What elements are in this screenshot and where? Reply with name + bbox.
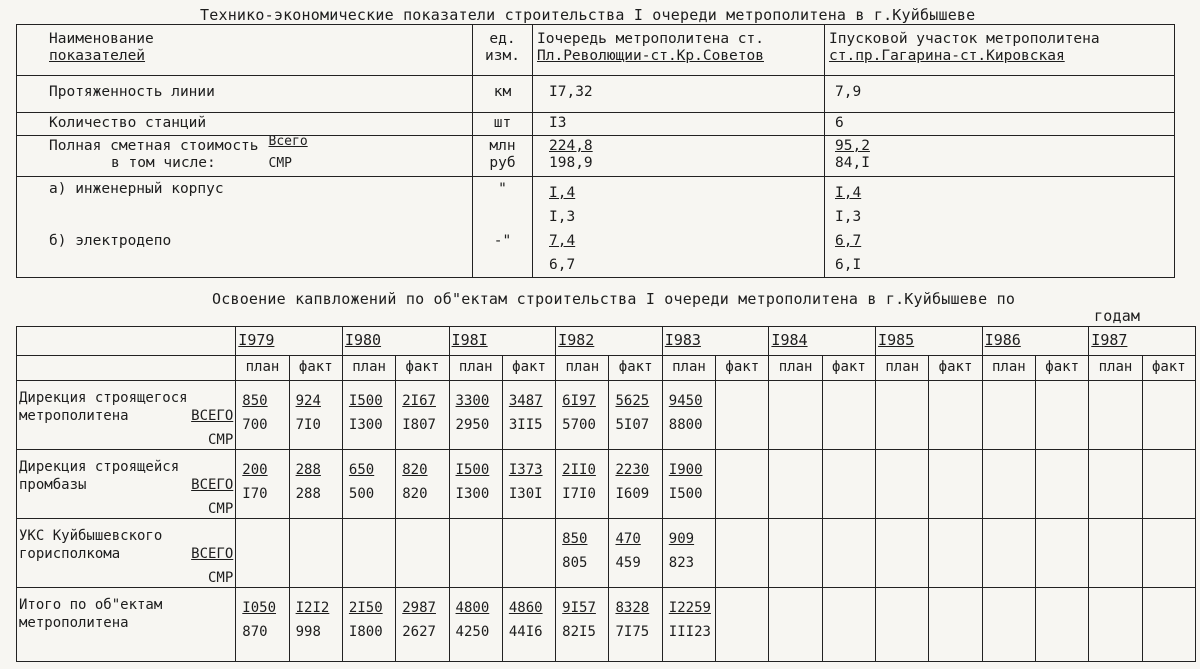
header-col2-line2: ст.пр.Гагарина-ст.Кировская bbox=[829, 48, 1065, 64]
row-unit: км bbox=[473, 76, 533, 113]
value-smr: 7I75 bbox=[615, 624, 650, 640]
empty-cell bbox=[1035, 588, 1088, 662]
value-smr: 823 bbox=[668, 555, 695, 571]
empty-cell bbox=[982, 450, 1035, 519]
empty-cell bbox=[1089, 381, 1142, 450]
empty-cell bbox=[1089, 519, 1142, 588]
value-cell bbox=[609, 381, 662, 450]
plan-fact-row bbox=[17, 356, 1196, 381]
value-smr: 805 bbox=[562, 555, 588, 571]
empty-cell bbox=[929, 381, 982, 450]
year-label: I986 bbox=[984, 331, 1021, 349]
row-label-line1: Дирекция строящейся bbox=[19, 459, 180, 475]
value-total: I500 bbox=[455, 462, 490, 478]
value-total: 3300 bbox=[455, 393, 490, 409]
row-value2: 6 bbox=[825, 113, 1175, 136]
empty-cell bbox=[822, 381, 875, 450]
year-header bbox=[342, 327, 449, 356]
row-label-line2-wrap bbox=[19, 407, 233, 425]
value-smr: 288 bbox=[295, 486, 321, 502]
header-name bbox=[17, 25, 473, 76]
empty-cell bbox=[769, 381, 822, 450]
empty-cell bbox=[1142, 588, 1195, 662]
value-cell bbox=[396, 381, 449, 450]
depot-value1-total: 7,4 bbox=[549, 233, 576, 249]
year-header-row bbox=[17, 327, 1196, 356]
investment-row bbox=[17, 381, 1196, 450]
plan-header: план bbox=[769, 356, 822, 381]
value-cell bbox=[289, 519, 342, 588]
value-cell bbox=[289, 450, 342, 519]
value2-smr: 84,I bbox=[835, 155, 870, 171]
empty-cell bbox=[769, 450, 822, 519]
eng-value1-total: I,4 bbox=[549, 185, 576, 201]
value-cell bbox=[502, 450, 555, 519]
value-total: 9450 bbox=[668, 393, 703, 409]
fact-header: факт bbox=[716, 356, 769, 381]
row-label-line2-wrap bbox=[19, 476, 233, 494]
value-total: 850 bbox=[242, 393, 268, 409]
empty-cell bbox=[929, 519, 982, 588]
plan-header: план bbox=[449, 356, 502, 381]
row-value1 bbox=[533, 177, 825, 278]
year-label: I98I bbox=[451, 331, 488, 349]
table1-row-stations bbox=[17, 113, 1175, 136]
empty-cell bbox=[876, 450, 929, 519]
value-cell bbox=[662, 588, 715, 662]
value-cell bbox=[662, 450, 715, 519]
plan-header: план bbox=[982, 356, 1035, 381]
cost-label-line2: в том числе: bbox=[111, 155, 216, 171]
fact-header: факт bbox=[396, 356, 449, 381]
empty-cell bbox=[876, 519, 929, 588]
fact-header: факт bbox=[609, 356, 662, 381]
value-smr: I7I0 bbox=[562, 486, 596, 502]
empty-cell bbox=[1089, 450, 1142, 519]
empty-cell bbox=[1035, 381, 1088, 450]
plan-header: план bbox=[662, 356, 715, 381]
value-total bbox=[296, 527, 340, 551]
plan-header: план bbox=[556, 356, 609, 381]
cost-total-label: Всего bbox=[268, 135, 308, 149]
eng-value2-total: I,4 bbox=[835, 185, 862, 201]
value-cell bbox=[236, 519, 289, 588]
value-smr: 700 bbox=[242, 417, 268, 433]
value-smr: 5700 bbox=[562, 417, 596, 433]
value-total: I2259 bbox=[668, 600, 711, 616]
value-cell bbox=[556, 381, 609, 450]
value-total: 3487 bbox=[508, 393, 543, 409]
value-total: 5625 bbox=[615, 393, 650, 409]
value-total: 200 bbox=[242, 462, 268, 478]
value-cell bbox=[502, 588, 555, 662]
row-name: Количество станций bbox=[17, 113, 473, 136]
value-cell bbox=[662, 519, 715, 588]
value-smr: I300 bbox=[455, 486, 490, 502]
value-smr bbox=[296, 551, 340, 575]
value-total bbox=[242, 527, 286, 551]
depot-value1-smr: 6,7 bbox=[549, 257, 576, 273]
value-cell bbox=[236, 381, 289, 450]
value-smr: I800 bbox=[348, 624, 383, 640]
row-total-tag: ВСЕГО bbox=[191, 546, 234, 562]
value-total: 2II0 bbox=[562, 462, 596, 478]
fact-header: факт bbox=[1035, 356, 1088, 381]
empty-cell bbox=[716, 381, 769, 450]
value-total: 820 bbox=[402, 462, 428, 478]
fact-header: факт bbox=[929, 356, 982, 381]
year-header bbox=[449, 327, 556, 356]
value-cell bbox=[236, 588, 289, 662]
table1-row-breakdown bbox=[17, 177, 1175, 278]
value-total: 4800 bbox=[455, 600, 490, 616]
table2-title-continued: годам bbox=[1094, 307, 1141, 325]
row-unit bbox=[473, 177, 533, 278]
row-smr-tag: СМР bbox=[208, 570, 234, 586]
fact-header: факт bbox=[289, 356, 342, 381]
header-col1-line1: Iочередь метрополитена ст. bbox=[537, 31, 764, 47]
year-label: I979 bbox=[238, 331, 275, 349]
value-smr: 3II5 bbox=[508, 417, 543, 433]
row-value1 bbox=[533, 136, 825, 177]
year-label: I982 bbox=[558, 331, 595, 349]
depot-value2-smr: 6,I bbox=[835, 257, 862, 273]
value-total: I900 bbox=[668, 462, 703, 478]
year-label: I987 bbox=[1091, 331, 1128, 349]
value-smr: 2950 bbox=[455, 417, 490, 433]
cost-smr-label: СМР bbox=[268, 156, 292, 171]
header-unit-line2: изм. bbox=[485, 48, 520, 64]
empty-cell bbox=[769, 588, 822, 662]
value-cell bbox=[289, 381, 342, 450]
row-name: Протяженность линии bbox=[17, 76, 473, 113]
row-label bbox=[17, 381, 236, 450]
value-total bbox=[509, 527, 553, 551]
row-value1: I3 bbox=[533, 113, 825, 136]
value-cell bbox=[342, 588, 395, 662]
value1-total: 224,8 bbox=[549, 138, 593, 154]
value-cell bbox=[396, 519, 449, 588]
value-smr: 8800 bbox=[668, 417, 703, 433]
year-header bbox=[556, 327, 663, 356]
empty-cell bbox=[1142, 450, 1195, 519]
investment-row bbox=[17, 519, 1196, 588]
engineering-building-unit: " bbox=[498, 181, 507, 197]
value-total: 2987 bbox=[402, 600, 436, 616]
value-cell bbox=[449, 381, 502, 450]
eng-value1-smr: I,3 bbox=[549, 209, 576, 225]
empty-cell bbox=[929, 450, 982, 519]
value-total bbox=[349, 527, 393, 551]
value-total: 4860 bbox=[508, 600, 543, 616]
value-total: I050 bbox=[242, 600, 277, 616]
depot-unit: -" bbox=[493, 233, 512, 249]
row-smr-tag: СМР bbox=[208, 501, 234, 517]
row-value1: I7,32 bbox=[533, 76, 825, 113]
empty-cell bbox=[1142, 381, 1195, 450]
value-total: 6I97 bbox=[562, 393, 596, 409]
value-total: 2I50 bbox=[348, 600, 383, 616]
value-total: 8328 bbox=[615, 600, 650, 616]
value-cell bbox=[449, 450, 502, 519]
value-total bbox=[456, 527, 500, 551]
value-cell bbox=[502, 381, 555, 450]
header-col2-line1: Iпусковой участок метрополитена bbox=[829, 31, 1100, 47]
value1-smr: 198,9 bbox=[549, 155, 593, 171]
empty-cell bbox=[769, 519, 822, 588]
empty-cell bbox=[822, 519, 875, 588]
value-cell bbox=[609, 588, 662, 662]
unit-line2: руб bbox=[489, 155, 516, 171]
value-cell bbox=[289, 588, 342, 662]
row-value2 bbox=[825, 136, 1175, 177]
year-label: I983 bbox=[664, 331, 701, 349]
cost-label-line1: Полная сметная стоимость bbox=[49, 138, 259, 154]
investment-row bbox=[17, 588, 1196, 662]
value-total: 9I57 bbox=[562, 600, 596, 616]
row-value2 bbox=[825, 177, 1175, 278]
cost-sublabels bbox=[269, 136, 308, 173]
header-unit bbox=[473, 25, 533, 76]
row-total-tag: ВСЕГО bbox=[191, 408, 234, 424]
header-unit-line1: ед. bbox=[489, 31, 516, 47]
row-total-tag: ВСЕГО bbox=[191, 477, 234, 493]
value-smr: I300 bbox=[348, 417, 383, 433]
value-smr: 5I07 bbox=[615, 417, 650, 433]
year-header bbox=[1089, 327, 1196, 356]
value-total: 2230 bbox=[615, 462, 650, 478]
cost-label-main bbox=[49, 138, 259, 172]
value-smr: 4250 bbox=[455, 624, 490, 640]
unit-line1: млн bbox=[489, 138, 516, 154]
empty-cell bbox=[1035, 450, 1088, 519]
value-smr bbox=[402, 551, 446, 575]
empty-cell bbox=[982, 519, 1035, 588]
year-label: I984 bbox=[771, 331, 808, 349]
year-header bbox=[662, 327, 769, 356]
year-header bbox=[876, 327, 983, 356]
row-label-line1: Дирекция строящегося bbox=[19, 390, 188, 406]
value-smr: 82I5 bbox=[562, 624, 596, 640]
value-total: 2I67 bbox=[402, 393, 436, 409]
value-cell bbox=[342, 519, 395, 588]
value-smr: 44I6 bbox=[508, 624, 543, 640]
plan-header: план bbox=[1089, 356, 1142, 381]
eng-value2-smr: I,3 bbox=[835, 209, 862, 225]
empty-cell bbox=[1035, 519, 1088, 588]
row-label-line2-wrap bbox=[19, 545, 233, 563]
depot-label: б) электродепо bbox=[49, 233, 172, 249]
value-smr bbox=[242, 551, 286, 575]
header-col1 bbox=[533, 25, 825, 76]
value-smr: I70 bbox=[242, 486, 268, 502]
year-header bbox=[982, 327, 1089, 356]
engineering-building-label: а) инженерный корпус bbox=[49, 181, 224, 197]
value-smr: 500 bbox=[348, 486, 375, 502]
value-total bbox=[402, 527, 446, 551]
fact-header: факт bbox=[1142, 356, 1195, 381]
row-label-line2: метрополитена bbox=[19, 615, 129, 631]
value-total: I373 bbox=[508, 462, 543, 478]
value-smr: 870 bbox=[242, 624, 268, 640]
empty-cell bbox=[876, 381, 929, 450]
value-cell bbox=[609, 450, 662, 519]
empty-cell bbox=[822, 450, 875, 519]
year-label: I980 bbox=[344, 331, 382, 349]
empty-cell bbox=[1089, 588, 1142, 662]
investment-table bbox=[16, 326, 1196, 662]
value-smr: III23 bbox=[668, 624, 711, 640]
empty-cell bbox=[716, 588, 769, 662]
plan-header: план bbox=[236, 356, 289, 381]
empty-cell bbox=[876, 588, 929, 662]
row-value2: 7,9 bbox=[825, 76, 1175, 113]
value-cell bbox=[609, 519, 662, 588]
value-smr: 998 bbox=[295, 624, 321, 640]
empty-cell bbox=[822, 588, 875, 662]
value-smr: 820 bbox=[402, 486, 428, 502]
value2-total: 95,2 bbox=[835, 138, 870, 154]
plan-header: план bbox=[876, 356, 929, 381]
row-smr-tag: СМР bbox=[208, 432, 234, 448]
row-name bbox=[17, 136, 473, 177]
year-label: I985 bbox=[878, 331, 915, 349]
investment-row bbox=[17, 450, 1196, 519]
value-total: 850 bbox=[562, 531, 588, 547]
value-cell bbox=[449, 588, 502, 662]
row-label-line2: промбазы bbox=[19, 477, 87, 493]
cost-label-block bbox=[49, 135, 468, 172]
value-total: 288 bbox=[295, 462, 321, 478]
row-unit: шт bbox=[473, 113, 533, 136]
value-smr: I30I bbox=[508, 486, 543, 502]
fact-header: факт bbox=[822, 356, 875, 381]
table1-header-row bbox=[17, 25, 1175, 76]
value-total: 924 bbox=[295, 393, 321, 409]
value-smr bbox=[456, 551, 500, 575]
value-smr: I500 bbox=[668, 486, 703, 502]
value-smr bbox=[349, 551, 393, 575]
value-cell bbox=[396, 588, 449, 662]
row-label-line2-wrap bbox=[19, 614, 233, 632]
value-cell bbox=[556, 519, 609, 588]
value-total: I500 bbox=[348, 393, 383, 409]
value-smr: I609 bbox=[615, 486, 650, 502]
row-name bbox=[17, 177, 473, 278]
value-cell bbox=[662, 381, 715, 450]
row-label bbox=[17, 450, 236, 519]
value-cell bbox=[342, 450, 395, 519]
corner-cell bbox=[17, 356, 236, 381]
fact-header: факт bbox=[502, 356, 555, 381]
empty-cell bbox=[982, 381, 1035, 450]
header-col1-line2: Пл.Револющии-ст.Кр.Советов bbox=[537, 48, 764, 64]
depot-value2-total: 6,7 bbox=[835, 233, 862, 249]
header-name-line2: показателей bbox=[49, 48, 146, 64]
value-total: 470 bbox=[615, 531, 641, 547]
plan-header: план bbox=[342, 356, 395, 381]
value-cell bbox=[342, 381, 395, 450]
row-label bbox=[17, 588, 236, 662]
row-label-line1: УКС Куйбышевского bbox=[19, 528, 163, 544]
row-label-line1: Итого по об"ектам bbox=[19, 597, 163, 613]
value-cell bbox=[556, 450, 609, 519]
table2-title: Освоение капвложений по об"ектам строительства I очереди метрополитена в г.Куйбышеве по bbox=[212, 290, 1016, 308]
value-cell bbox=[502, 519, 555, 588]
year-header bbox=[236, 327, 343, 356]
value-cell bbox=[236, 450, 289, 519]
empty-cell bbox=[929, 588, 982, 662]
value-smr: I807 bbox=[402, 417, 436, 433]
row-label-line2: горисполкома bbox=[19, 546, 121, 562]
value-cell bbox=[556, 588, 609, 662]
year-header bbox=[769, 327, 876, 356]
technical-indicators-table bbox=[16, 24, 1175, 278]
value-total: 650 bbox=[348, 462, 375, 478]
value-smr: 7I0 bbox=[295, 417, 321, 433]
table1-row-cost bbox=[17, 136, 1175, 177]
empty-cell bbox=[716, 519, 769, 588]
value-cell bbox=[449, 519, 502, 588]
table1-title: Технико-экономические показатели строительства I очереди метрополитена в г.Куйбышеве bbox=[200, 6, 976, 24]
row-unit bbox=[473, 136, 533, 177]
header-name-line1: Наименование bbox=[49, 31, 154, 47]
corner-cell bbox=[17, 327, 236, 356]
value-smr: 459 bbox=[615, 555, 641, 571]
value-total: 909 bbox=[668, 531, 695, 547]
empty-cell bbox=[982, 588, 1035, 662]
header-col2 bbox=[825, 25, 1175, 76]
table1-row-length bbox=[17, 76, 1175, 113]
empty-cell bbox=[1142, 519, 1195, 588]
empty-cell bbox=[716, 450, 769, 519]
value-total: I2I2 bbox=[295, 600, 330, 616]
row-label bbox=[17, 519, 236, 588]
value-smr bbox=[509, 551, 553, 575]
value-cell bbox=[396, 450, 449, 519]
value-smr: 2627 bbox=[402, 624, 436, 640]
row-label-line2: метрополитена bbox=[19, 408, 129, 424]
